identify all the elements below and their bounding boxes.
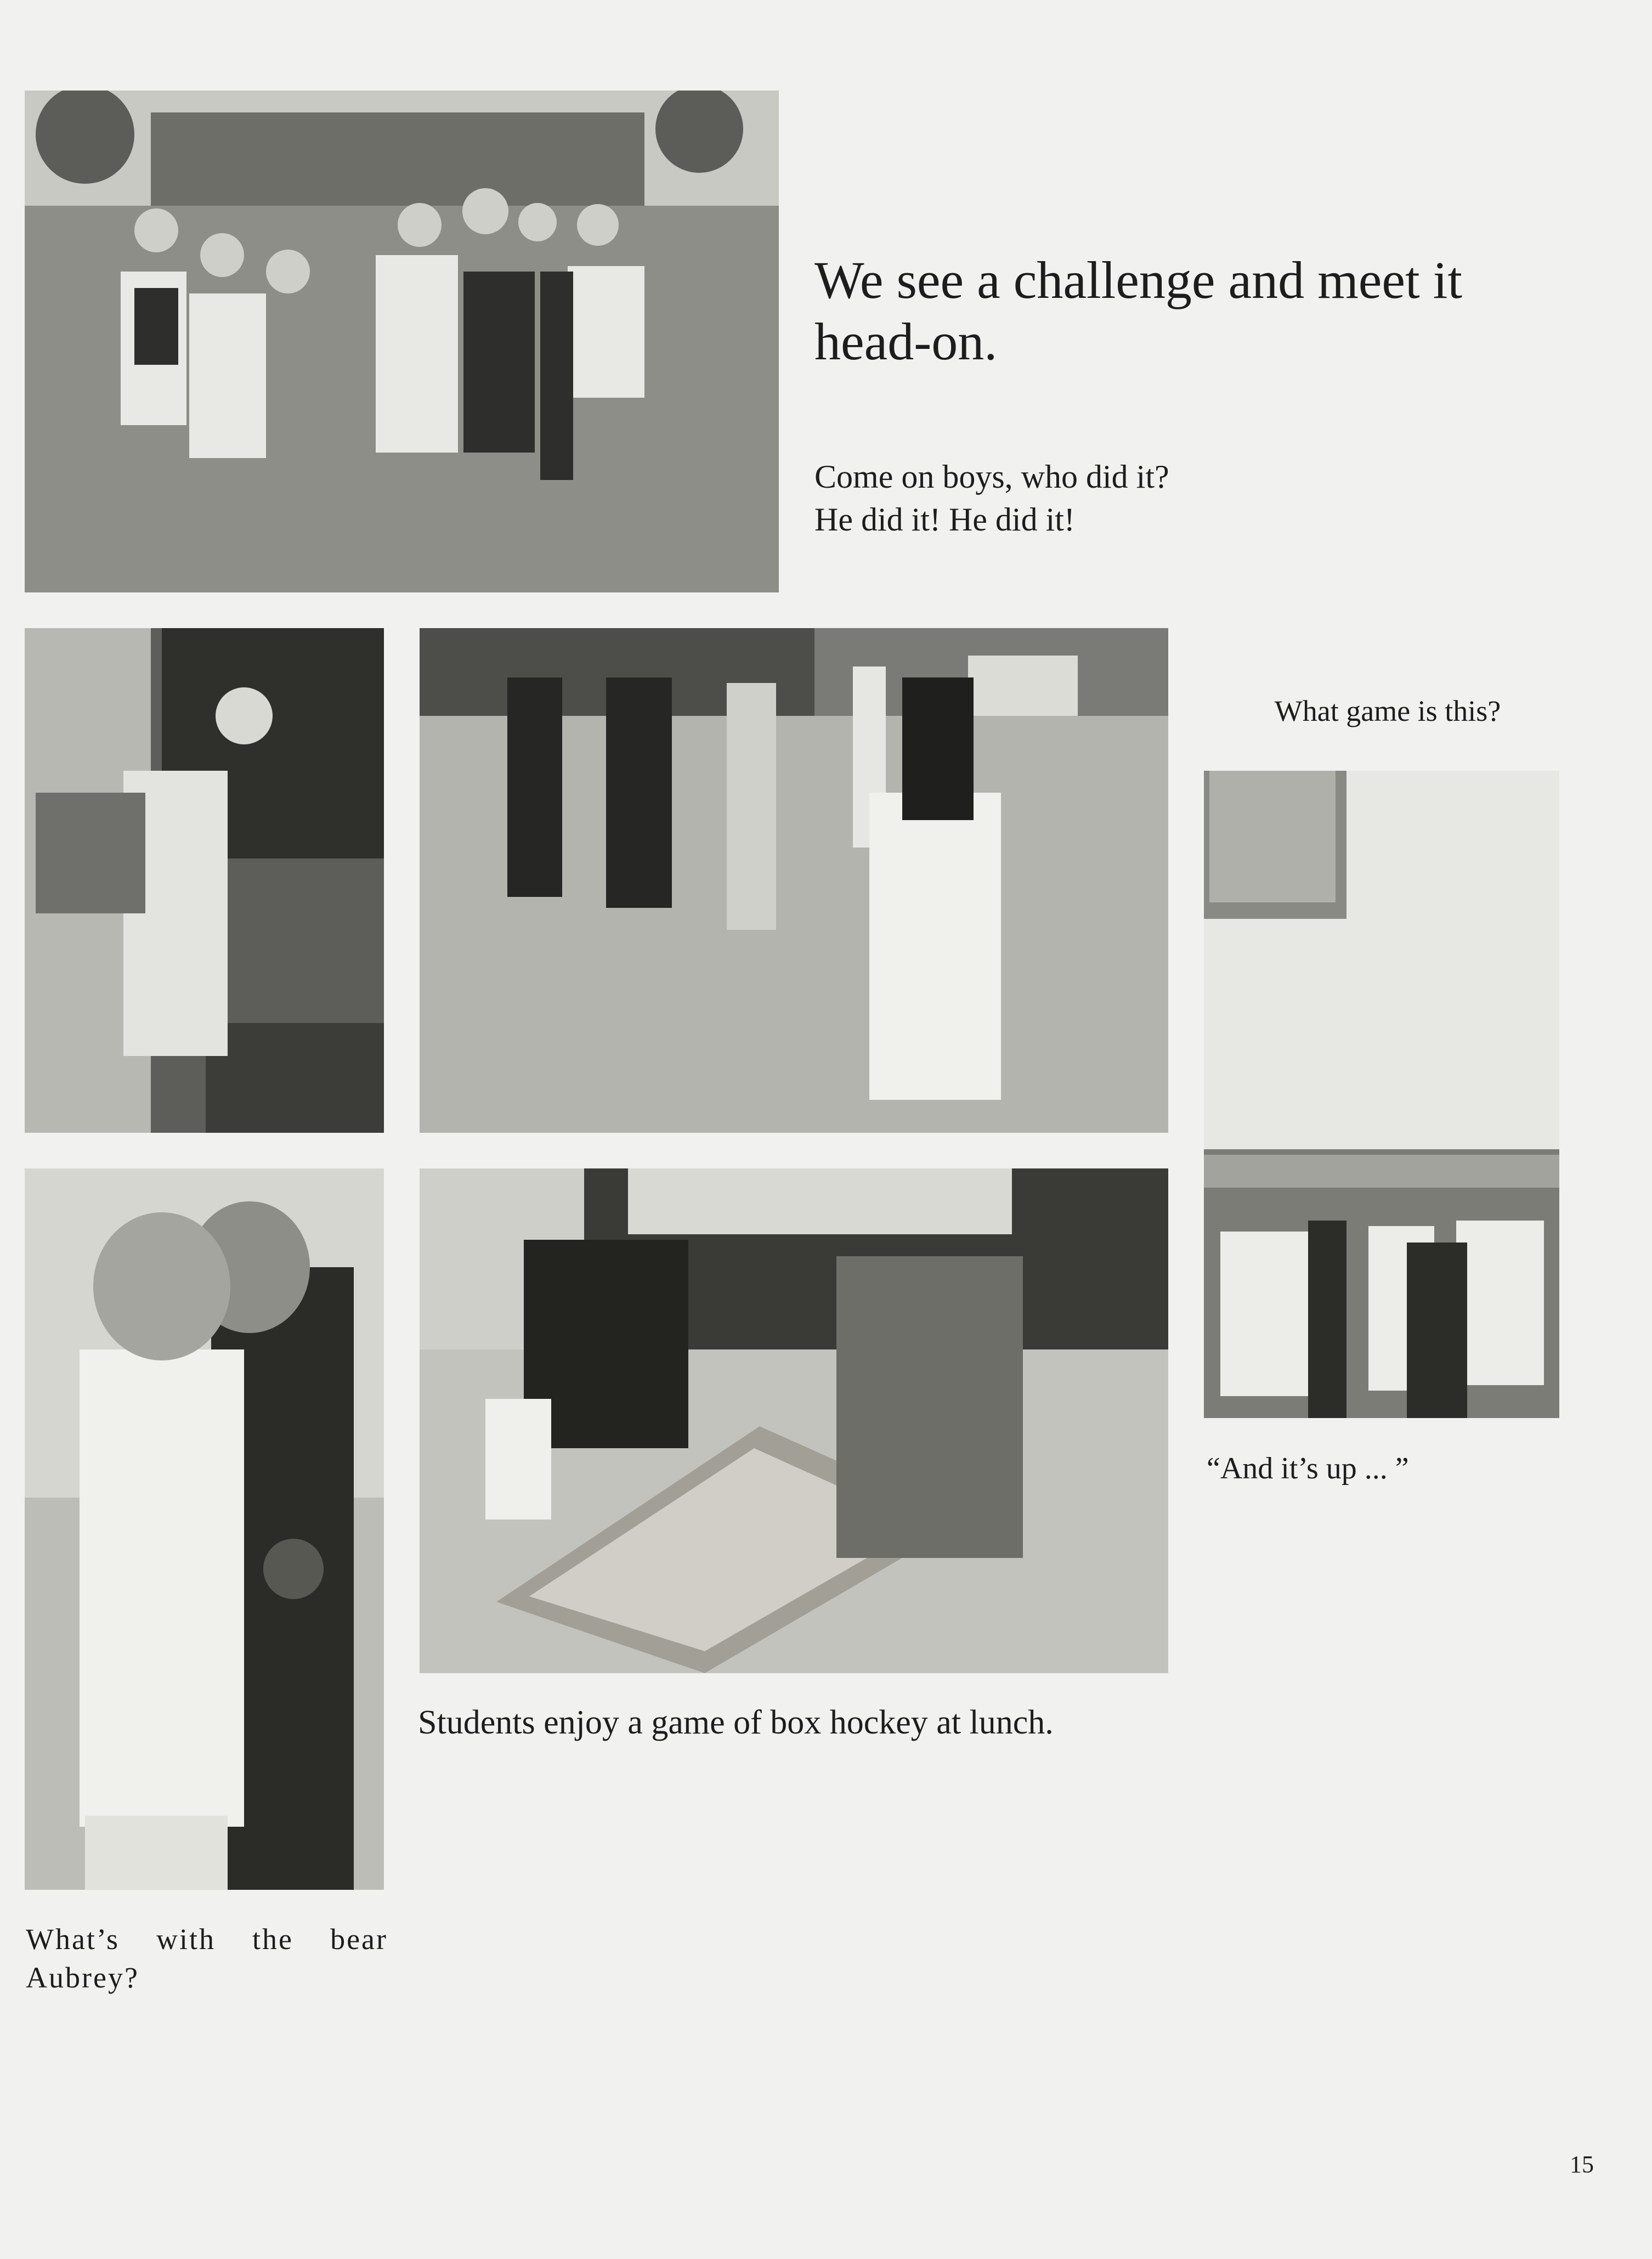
caption-boys-line-2: He did it! He did it! bbox=[814, 501, 1075, 538]
photo-girls-playing-image bbox=[420, 628, 1168, 1133]
photo-girl-with-bear-image bbox=[25, 1168, 384, 1890]
photo-box-hockey-image bbox=[420, 1168, 1168, 1673]
photo-girl-with-bear bbox=[25, 1168, 384, 1890]
photo-basketball-image bbox=[1204, 771, 1559, 1418]
photo-box-hockey bbox=[420, 1168, 1168, 1673]
photo-basketball bbox=[1204, 771, 1559, 1418]
caption-what-game: What game is this? bbox=[1274, 694, 1501, 727]
page-number: 15 bbox=[1570, 2151, 1594, 2178]
photo-girls-playing bbox=[420, 628, 1168, 1133]
caption-boys bbox=[814, 455, 1308, 541]
photo-boys-group-image bbox=[25, 91, 779, 592]
caption-bear: What’s with the bear Aubrey? bbox=[26, 1923, 388, 1994]
caption-box-hockey: Students enjoy a game of box hockey at lunch. bbox=[418, 1704, 1054, 1741]
page-headline: We see a challenge and meet it head-on. bbox=[814, 251, 1463, 371]
caption-boys-line-1: Come on boys, who did it? bbox=[814, 459, 1169, 495]
caption-and-its-up: “And it’s up ... ” bbox=[1207, 1452, 1409, 1486]
photo-boy-backpack bbox=[25, 628, 384, 1133]
photo-boys-group bbox=[25, 91, 779, 592]
photo-boy-backpack-image bbox=[25, 628, 384, 1133]
